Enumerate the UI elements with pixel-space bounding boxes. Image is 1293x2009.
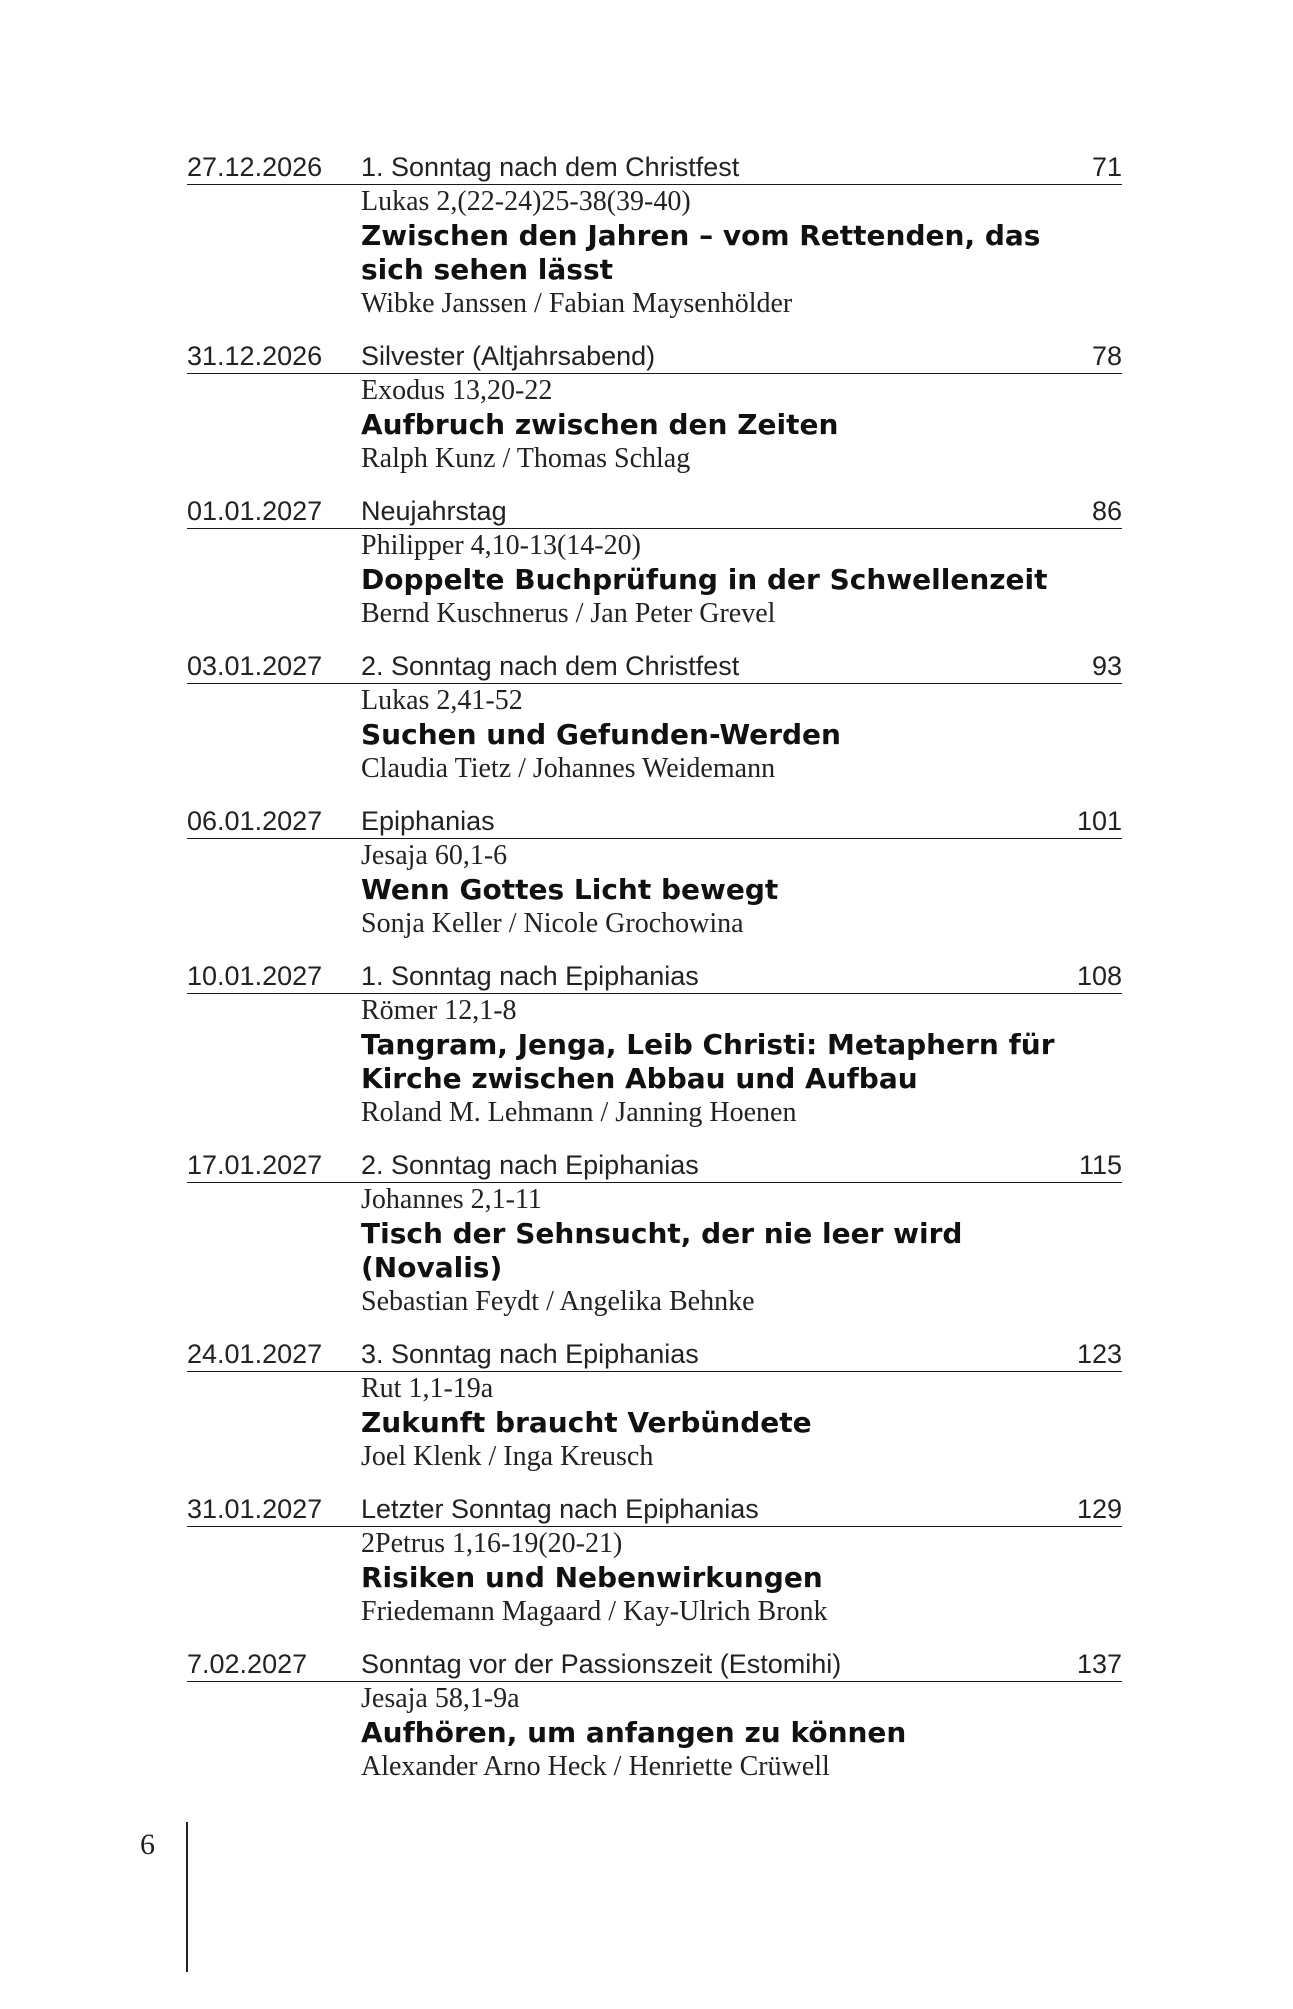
toc-entry xyxy=(187,1647,1122,1784)
toc-entry xyxy=(187,1148,1122,1319)
entry-body xyxy=(361,1526,1122,1629)
entry-header xyxy=(187,150,1122,184)
entry-header xyxy=(187,1647,1122,1681)
entry-date: 01.01.2027 xyxy=(187,494,361,529)
entry-occasion: 1. Sonntag nach Epiphanias xyxy=(361,959,1077,994)
sermon-title: Suchen und Gefunden-Werden xyxy=(361,718,841,751)
toc-entry xyxy=(187,804,1122,941)
entry-page-number: 101 xyxy=(1077,804,1122,839)
entry-authors: Bernd Kuschnerus / Jan Peter Grevel xyxy=(361,598,776,629)
sermon-title: Zwischen den Jahren – vom Rettenden, das sich sehen lässt xyxy=(361,219,1041,286)
entry-occasion: 2. Sonntag nach dem Christfest xyxy=(361,649,1092,684)
entry-date: 27.12.2026 xyxy=(187,150,361,185)
entry-body xyxy=(361,1371,1122,1474)
entry-page-number: 78 xyxy=(1092,339,1122,374)
bible-reference: Lukas 2,41-52 xyxy=(361,685,523,716)
bible-reference: Johannes 2,1-11 xyxy=(361,1184,542,1215)
entry-authors: Sonja Keller / Nicole Grochowina xyxy=(361,908,744,939)
entry-occasion: 1. Sonntag nach dem Christfest xyxy=(361,150,1092,185)
entry-occasion: Sonntag vor der Passionszeit (Estomihi) xyxy=(361,1647,1077,1682)
entry-occasion: Neujahrstag xyxy=(361,494,1092,529)
entry-date: 7.02.2027 xyxy=(187,1647,361,1682)
toc-entry xyxy=(187,339,1122,476)
entry-page-number: 86 xyxy=(1092,494,1122,529)
entry-header xyxy=(187,494,1122,528)
entry-body xyxy=(361,683,1122,786)
entry-body xyxy=(361,1681,1122,1784)
table-of-contents xyxy=(187,150,1122,1802)
entry-authors: Ralph Kunz / Thomas Schlag xyxy=(361,443,691,474)
entry-header xyxy=(187,1148,1122,1182)
entry-header xyxy=(187,649,1122,683)
toc-entry xyxy=(187,1492,1122,1629)
entry-date: 06.01.2027 xyxy=(187,804,361,839)
entry-occasion: 3. Sonntag nach Epiphanias xyxy=(361,1337,1077,1372)
bible-reference: Exodus 13,20-22 xyxy=(361,375,553,406)
toc-entry xyxy=(187,959,1122,1130)
bible-reference: 2Petrus 1,16-19(20-21) xyxy=(361,1528,623,1559)
entry-body xyxy=(361,373,1122,476)
bible-reference: Jesaja 58,1-9a xyxy=(361,1683,520,1714)
entry-page-number: 115 xyxy=(1079,1148,1122,1183)
toc-entry xyxy=(187,494,1122,631)
entry-authors: Alexander Arno Heck / Henriette Crüwell xyxy=(361,1751,830,1782)
entry-body xyxy=(361,1182,1122,1319)
entry-authors: Sebastian Feydt / Angelika Behnke xyxy=(361,1286,755,1317)
entry-date: 10.01.2027 xyxy=(187,959,361,994)
entry-date: 31.12.2026 xyxy=(187,339,361,374)
entry-date: 31.01.2027 xyxy=(187,1492,361,1527)
bible-reference: Römer 12,1-8 xyxy=(361,995,517,1026)
sermon-title: Tangram, Jenga, Leib Christi: Metaphern für Kirche zwischen Abbau und Aufbau xyxy=(361,1028,1055,1095)
entry-page-number: 123 xyxy=(1077,1337,1122,1372)
entry-date: 03.01.2027 xyxy=(187,649,361,684)
sermon-title: Risiken und Nebenwirkungen xyxy=(361,1561,823,1594)
sermon-title: Aufbruch zwischen den Zeiten xyxy=(361,408,839,441)
entry-body xyxy=(361,993,1122,1130)
toc-entry xyxy=(187,150,1122,321)
entry-occasion: Letzter Sonntag nach Epiphanias xyxy=(361,1492,1077,1527)
entry-header xyxy=(187,1337,1122,1371)
sermon-title: Aufhören, um anfangen zu können xyxy=(361,1716,907,1749)
sermon-title: Zukunft braucht Verbündete xyxy=(361,1406,812,1439)
entry-body xyxy=(361,838,1122,941)
entry-header xyxy=(187,959,1122,993)
sermon-title: Doppelte Buchprüfung in der Schwellenzeit xyxy=(361,563,1048,596)
toc-entry xyxy=(187,1337,1122,1474)
entry-page-number: 71 xyxy=(1092,150,1122,185)
entry-page-number: 129 xyxy=(1077,1492,1122,1527)
entry-header xyxy=(187,339,1122,373)
sermon-title: Wenn Gottes Licht bewegt xyxy=(361,873,779,906)
entry-authors: Roland M. Lehmann / Janning Hoenen xyxy=(361,1097,797,1128)
entry-header xyxy=(187,804,1122,838)
entry-page-number: 108 xyxy=(1077,959,1122,994)
bible-reference: Rut 1,1-19a xyxy=(361,1373,494,1404)
entry-header xyxy=(187,1492,1122,1526)
entry-authors: Claudia Tietz / Johannes Weidemann xyxy=(361,753,776,784)
folio-rule xyxy=(186,1822,188,1972)
entry-body xyxy=(361,528,1122,631)
bible-reference: Philipper 4,10-13(14-20) xyxy=(361,530,641,561)
toc-entry xyxy=(187,649,1122,786)
entry-date: 17.01.2027 xyxy=(187,1148,361,1183)
entry-body xyxy=(361,184,1122,321)
entry-authors: Wibke Janssen / Fabian Maysenhölder xyxy=(361,288,793,319)
entry-date: 24.01.2027 xyxy=(187,1337,361,1372)
bible-reference: Jesaja 60,1-6 xyxy=(361,840,508,871)
entry-occasion: Epiphanias xyxy=(361,804,1077,839)
bible-reference: Lukas 2,(22-24)25-38(39-40) xyxy=(361,186,691,217)
page-number: 6 xyxy=(140,1828,155,1861)
entry-occasion: Silvester (Altjahrsabend) xyxy=(361,339,1092,374)
entry-authors: Joel Klenk / Inga Kreusch xyxy=(361,1441,654,1472)
entry-page-number: 93 xyxy=(1092,649,1122,684)
entry-authors: Friedemann Magaard / Kay-Ulrich Bronk xyxy=(361,1596,828,1627)
entry-occasion: 2. Sonntag nach Epiphanias xyxy=(361,1148,1079,1183)
sermon-title: Tisch der Sehnsucht, der nie leer wird (Novalis) xyxy=(361,1217,963,1284)
entry-page-number: 137 xyxy=(1077,1647,1122,1682)
